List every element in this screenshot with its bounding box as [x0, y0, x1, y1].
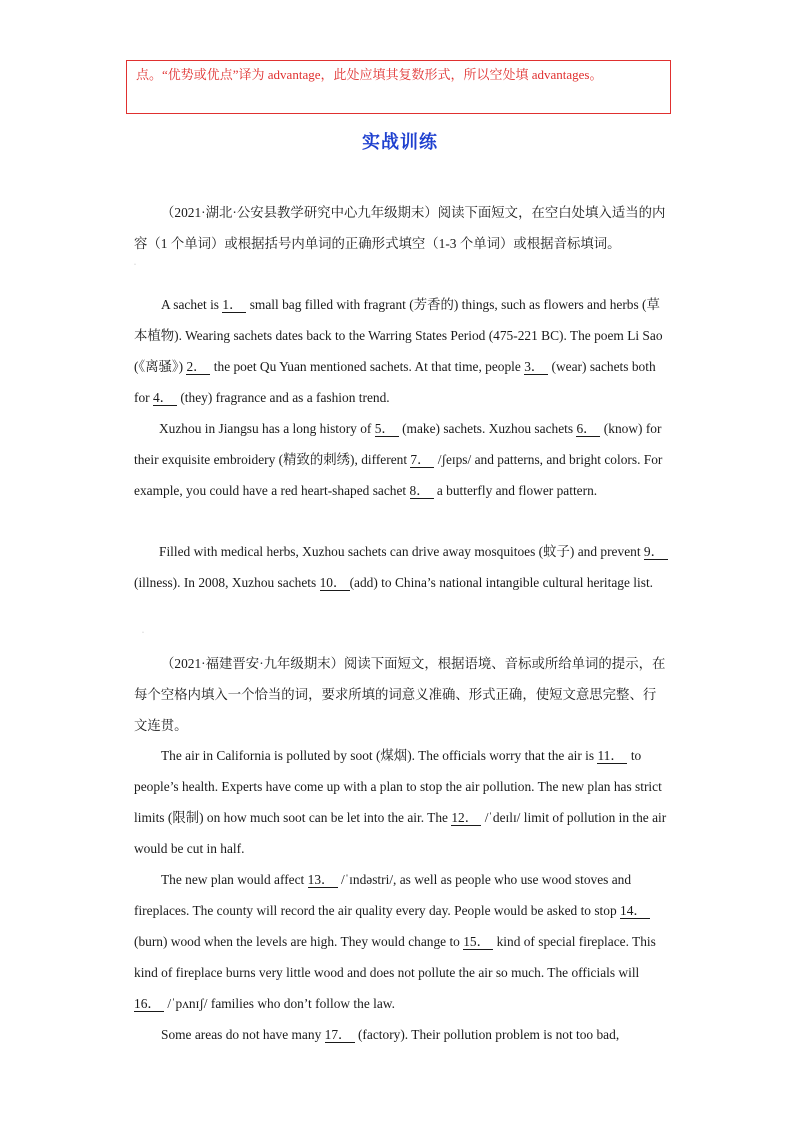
blank-8[interactable]: 8．: [410, 483, 434, 499]
blank-1[interactable]: 1．: [222, 297, 246, 313]
passage2-paragraph-3: Some areas do not have many 17． (factory). Their pollution problem is not too bad,: [161, 1027, 620, 1042]
blank-2[interactable]: 2．: [186, 359, 210, 375]
passage2-paragraph-2: The new plan would affect 13． /ˈɪndəstri/, as well as people who use wood stoves and fireplaces. The county will record the air quality every day. People would be asked to stop 14． (burn) wood when the levels are high. They would change to 15． kind of special fireplace. This kind of fireplace burns very little wood and does not pollute the air so much. The officials will 16． /ˈpʌnɪʃ/ families who don’t follow the law.: [134, 872, 656, 1011]
blank-5[interactable]: 5．: [375, 421, 399, 437]
passage1-paragraph-2: Xuzhou in Jiangsu has a long history of 5． (make) sachets. Xuzhou sachets 6． (know) for their exquisite embroidery (精致的刺绣), different 7． /ʃeɪps/ and patterns, and bright colors. For example, you could have a red heart-shaped sachet 8． a butterfly and flower pattern.: [134, 421, 663, 498]
blank-13[interactable]: 13．: [308, 872, 338, 888]
section-title: 实战训练: [362, 132, 438, 152]
blank-15[interactable]: 15．: [463, 934, 493, 950]
passage2-instructions: （2021·福建晋安·九年级期末）阅读下面短文，根据语境、音标或所给单词的提示，在每个空格内填入一个恰当的词，要求所填的词意义准确、形式正确，使短文意思完整、行文连贯。: [134, 656, 666, 733]
blank-9[interactable]: 9．: [644, 544, 668, 560]
blank-11[interactable]: 11．: [597, 748, 627, 764]
blank-14[interactable]: 14．: [620, 903, 650, 919]
blank-7[interactable]: 7．: [410, 452, 434, 468]
blank-4[interactable]: 4．: [153, 390, 177, 406]
passage2-paragraph-1: The air in California is polluted by soot (煤烟). The officials worry that the air is 11． to people’s health. Experts have come up with a plan to stop the air pollution. The new plan has strict limits (限制) on how much soot can be let into the air. The 12． /ˈdeɪlɪ/ limit of pollution in the air would be cut in half.: [134, 748, 667, 856]
blank-16[interactable]: 16．: [134, 996, 164, 1012]
paragraph-mark: ·: [142, 630, 144, 636]
blank-10[interactable]: 10．: [320, 575, 350, 591]
passage1-instructions: （2021·湖北·公安县教学研究中心九年级期末）阅读下面短文，在空白处填入适当的内容（1 个单词）或根据括号内单词的正确形式填空（1-3 个单词）或根据音标填词。: [134, 205, 666, 251]
blank-12[interactable]: 12．: [451, 810, 481, 826]
passage1-paragraph-3: Filled with medical herbs, Xuzhou sachets can drive away mosquitoes (蚊子) and prevent 9． (illness). In 2008, Xuzhou sachets 10． (add) to China’s national intangible cultural heritage list.: [134, 536, 668, 598]
blank-3[interactable]: 3．: [524, 359, 548, 375]
blank-17[interactable]: 17．: [325, 1027, 355, 1043]
explanation-box: [126, 60, 671, 114]
blank-6[interactable]: 6．: [576, 421, 600, 437]
explanation-text: 点。“优势或优点”译为 advantage，此处应填其复数形式，所以空处填 advantages。: [136, 67, 603, 82]
paragraph-mark: ·: [134, 262, 136, 268]
passage1-paragraph-1: A sachet is 1． small bag filled with fragrant (芳香的) things, such as flowers and herbs (草本植物). Wearing sachets dates back to the Warring States Period (475-221 BC). The poem Li Sao (《离骚》) 2． the poet Qu Yuan mentioned sachets. At that time, people 3． (wear) sachets both for 4． (they) fragrance and as a fashion trend.: [134, 297, 663, 405]
